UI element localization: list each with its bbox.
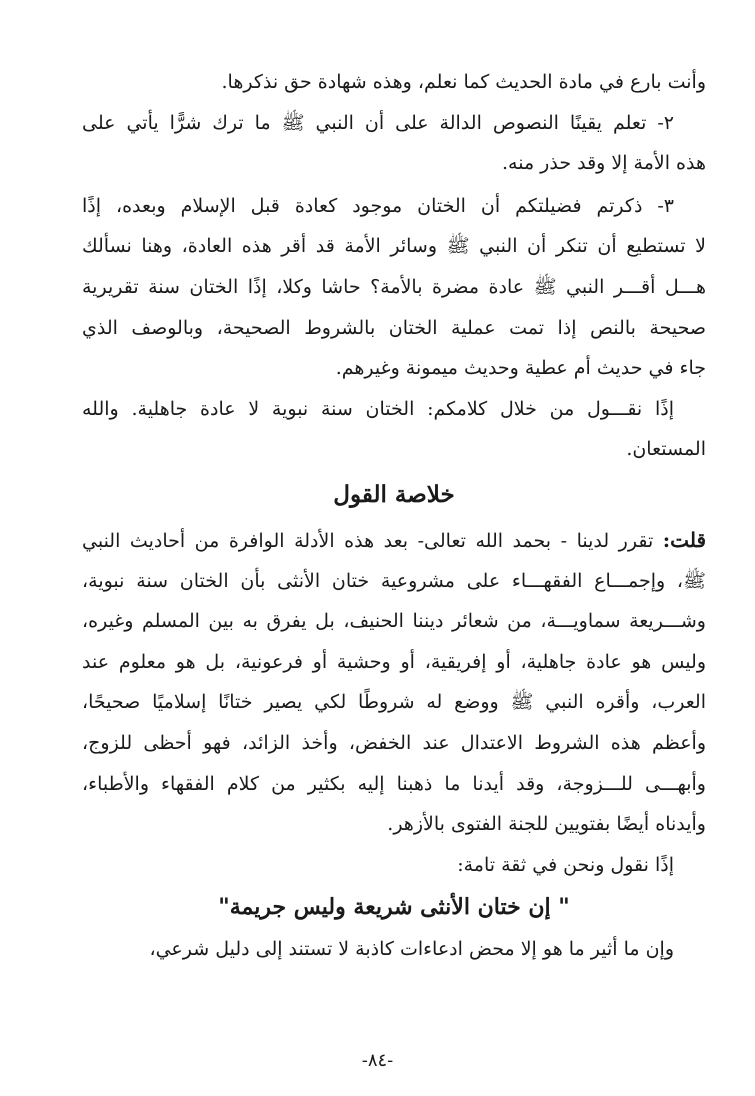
text-line: وأنت بارع في مادة الحديث كما نعلم، وهذه شهادة حق نذكرها.	[221, 71, 706, 93]
text-line: هـــل أقـــر النبي ﷺ عادة مضرة بالأمة؟ حاشا وكلا، إذًا الختان سنة تقريرية	[82, 275, 706, 298]
text-line: إذًا نقـــول من خلال كلامكم: الختان سنة نبوية لا عادة جاهلية. والله	[82, 397, 674, 420]
text-line: العرب، وأقره النبي ﷺ ووضع له شروطًا لكي يصير ختانًا إسلاميًا صحيحًا،	[82, 691, 706, 714]
text-line	[82, 520, 706, 561]
page-number: -٨٤-	[361, 1050, 394, 1071]
quote-heading: " إن ختان الأنثى شريعة وليس جريمة"	[218, 894, 570, 921]
text-line: وأعظم هذه الشروط الاعتدال عند الخفض، وأخذ الزائد، فهو أحظى للزوج،	[82, 731, 706, 754]
text-line: ٣- ذكرتم فضيلتكم أن الختان موجود كعادة قبل الإسلام وبعده، إذًا	[82, 194, 674, 217]
text-line: إذًا نقول ونحن في ثقة تامة:	[457, 853, 674, 876]
text-line: ٢- تعلم يقينًا النصوص الدالة على أن النبي ﷺ ما ترك شرًّا يأتي على	[82, 111, 674, 134]
text-line: لا تستطيع أن تنكر أن النبي ﷺ وسائر الأمة قد أقر هذه العادة، وهنا نسألك	[82, 235, 706, 258]
text-line: صحيحة بالنص إذا تمت عملية الختان بالشروط الصحيحة، وبالوصف الذي	[82, 316, 706, 339]
page-body	[82, 62, 706, 970]
text-line: وإن ما أثير ما هو إلا محض ادعاءات كاذبة لا تستند إلى دليل شرعي،	[149, 938, 674, 961]
text-line: وأبهـــى للـــزوجة، وقد أيدنا ما ذهبنا إليه بكثير من كلام الفقهاء والأطباء،	[82, 772, 706, 795]
section-heading: خلاصة القول	[333, 480, 455, 508]
text-line: ﷺ، وإجمـــاع الفقهـــاء على مشروعية ختان الأنثى بأن الختان سنة نبوية،	[82, 569, 706, 592]
lead-word: قلت:	[662, 527, 706, 552]
text-line: وشـــريعة سماويـــة، من شعائر ديننا الحنيف، بل يفرق به بين المسلم وغيره،	[82, 610, 706, 633]
text-line: جاء في حديث أم عطية وحديث ميمونة وغيرهم.	[335, 357, 706, 380]
text-line: وليس هو عادة جاهلية، أو إفريقية، أو وحشية أو فرعونية، بل هو معلوم عند	[82, 650, 706, 673]
text-span: تقرر لدينا - بحمد الله تعالى- بعد هذه الأدلة الوافرة من أحاديث النبي	[82, 529, 654, 552]
text-line: المستعان.	[626, 438, 706, 461]
text-line: هذه الأمة إلا وقد حذر منه.	[502, 152, 706, 175]
text-line: وأيدناه أيضًا بفتويين للجنة الفتوى بالأزهر.	[387, 813, 706, 836]
